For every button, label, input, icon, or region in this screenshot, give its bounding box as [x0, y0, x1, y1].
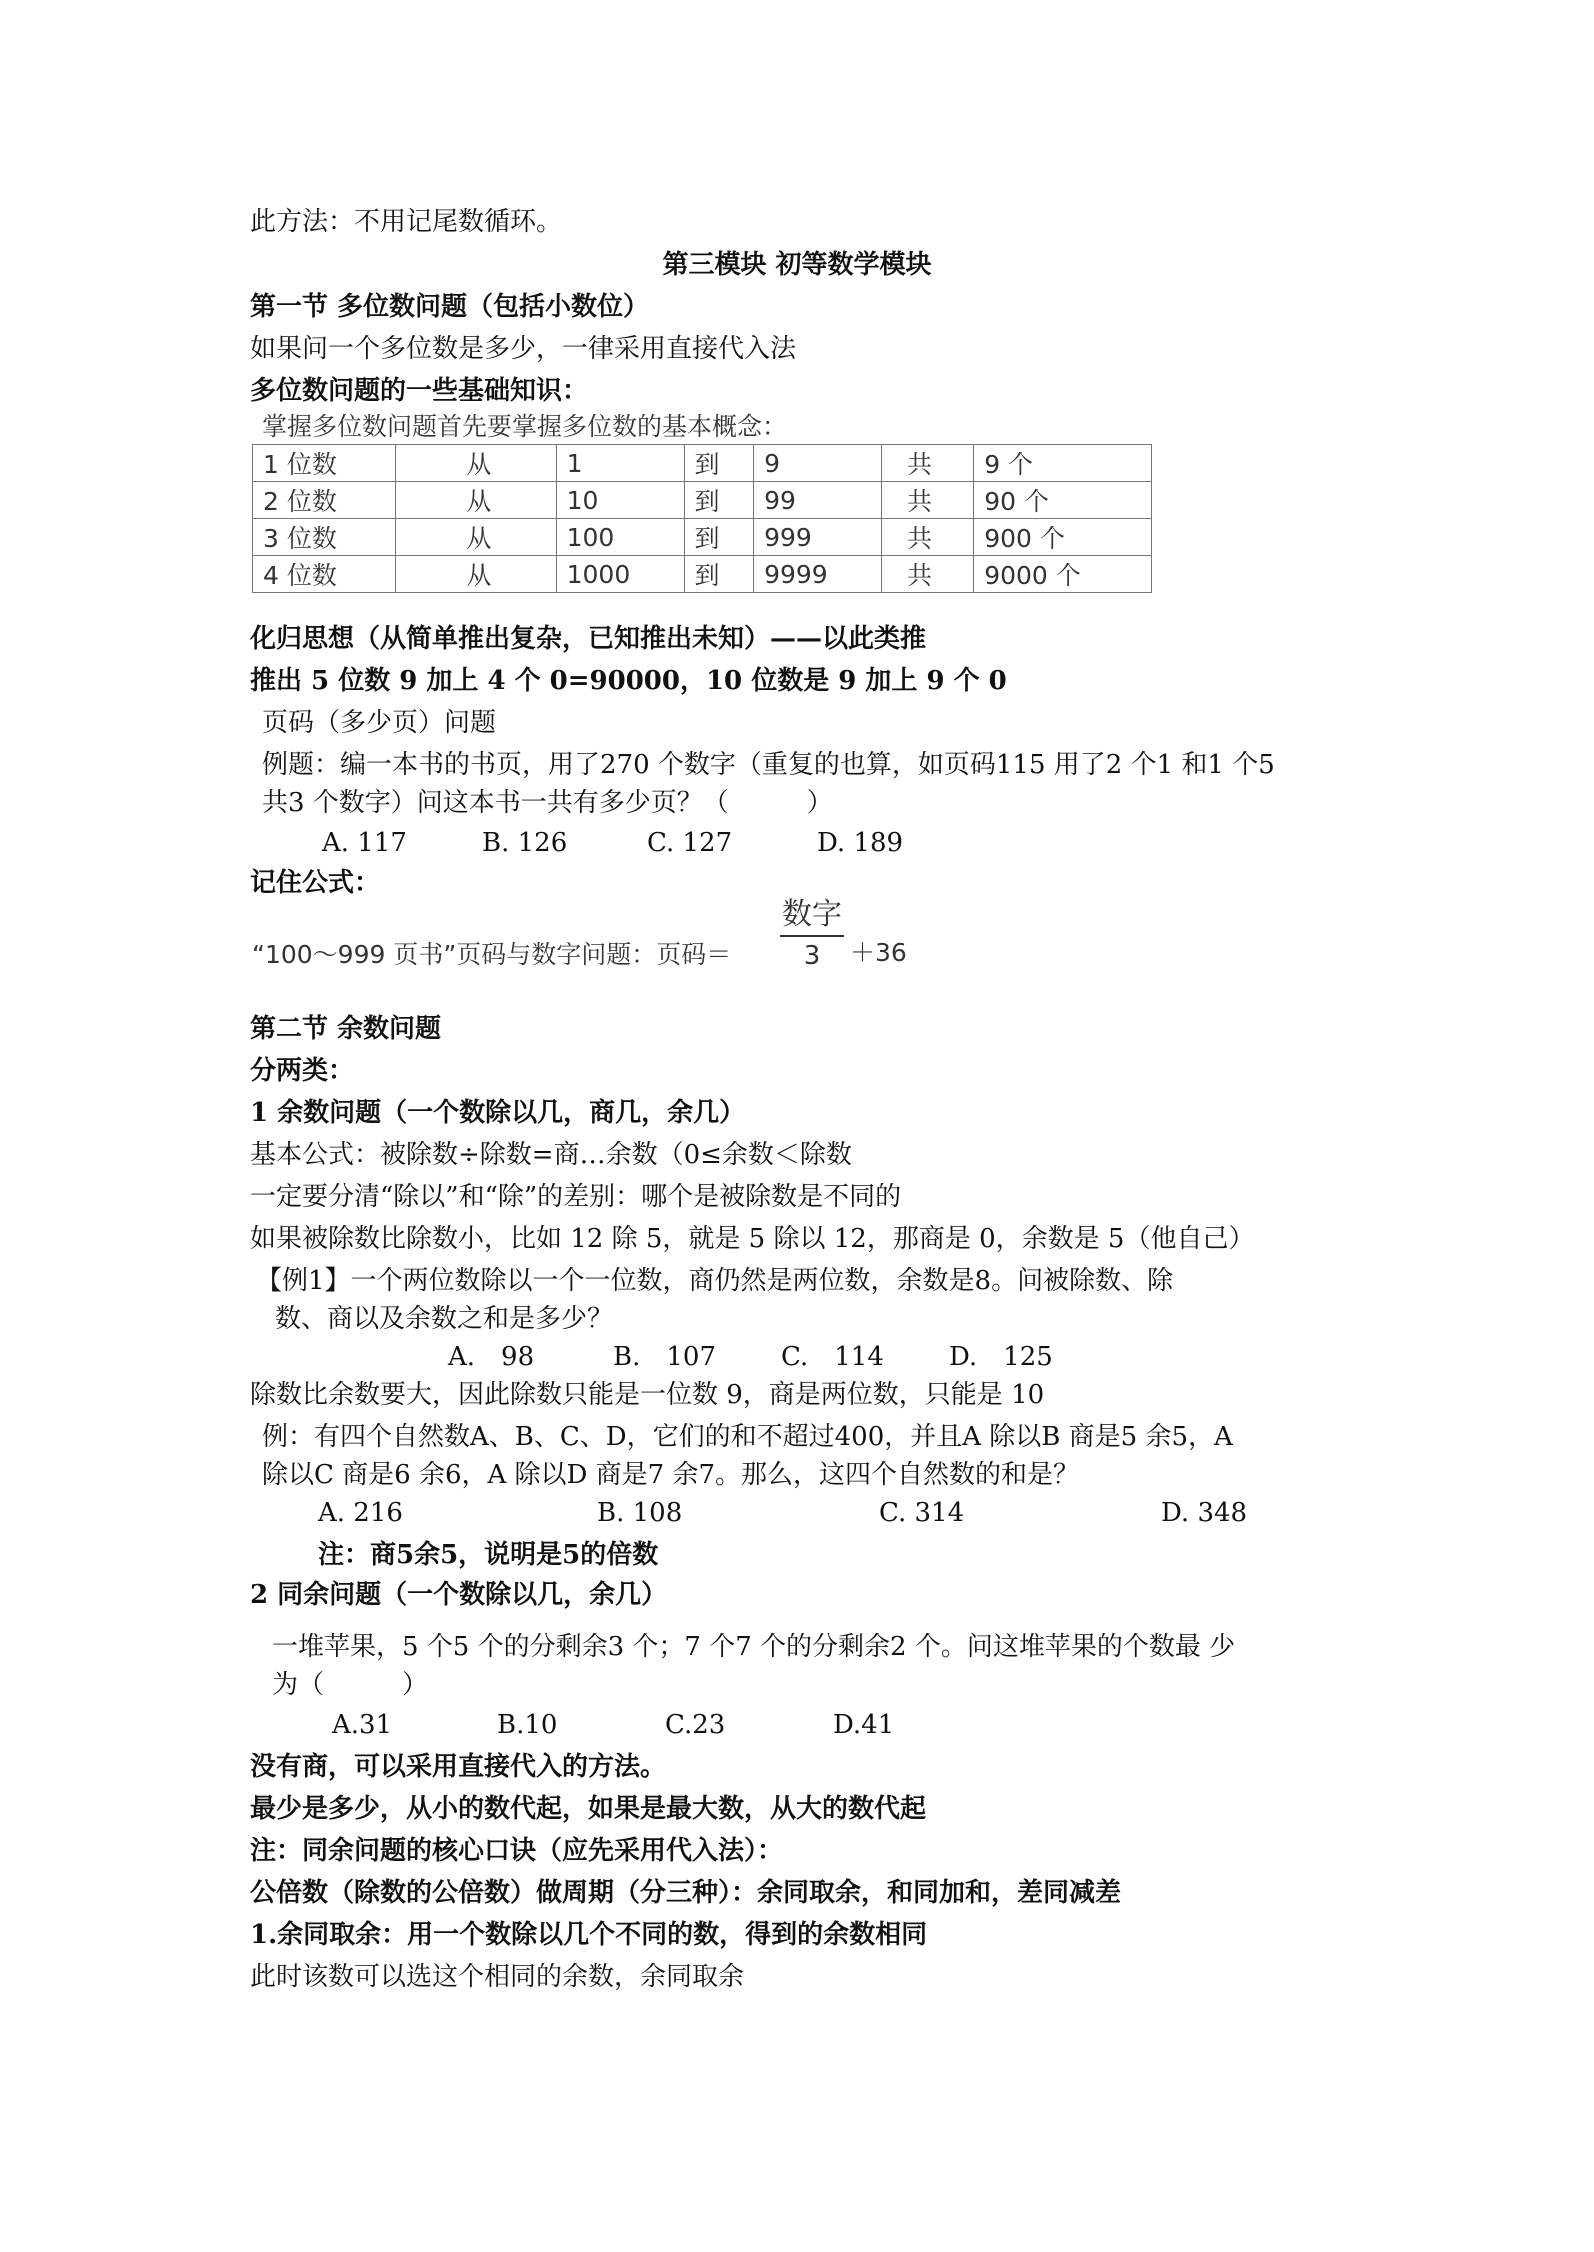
formula-numerator: 数字: [780, 895, 844, 937]
option-c: C. 114: [781, 1342, 884, 1372]
formula-left: “100～999 页书”页码与数字问题：页码＝: [252, 940, 732, 969]
table-cell: 到: [684, 445, 754, 482]
table-row: [253, 482, 1152, 519]
table-cell: 999: [754, 519, 882, 556]
text-line-smaller-dividend: 如果被除数比除数小，比如 12 除 5，就是 5 除以 12，那商是 0，余数是 5（他自己）: [250, 1224, 1255, 1254]
text-line-distinguish: 一定要分清“除以”和“除”的差别：哪个是被除数是不同的: [250, 1182, 902, 1212]
text-line-common-multiple: 公倍数（除数的公倍数）做周期（分三种）：余同取余，和同加和，差同减差: [250, 1878, 1122, 1908]
text-line-basic-formula: 基本公式：被除数÷除数=商…余数（0≤余数＜除数: [250, 1140, 852, 1170]
option-b: B. 126: [482, 828, 568, 858]
table-cell: 从: [396, 519, 556, 556]
text-line-key-mnemonic: 注：同余问题的核心口诀（应先采用代入法）：: [250, 1836, 784, 1866]
table-cell: 共: [881, 556, 973, 593]
example-1-line-2: 数、商以及余数之和是多少？: [275, 1304, 614, 1334]
text-line-direct-substitution: 如果问一个多位数是多少，一律采用直接代入法: [250, 334, 797, 364]
example-3-line-2: 为（ ）: [272, 1670, 429, 1700]
table-cell: 到: [684, 519, 754, 556]
table-cell: 到: [684, 556, 754, 593]
text-line-basics: 多位数问题的一些基础知识：: [250, 376, 589, 406]
example-1-line-1: 【例1】一个两位数除以一个一位数，商仍然是两位数，余数是8。问被除数、除: [256, 1266, 1174, 1296]
example-2-line-1: 例：有四个自然数A、B、C、D，它们的和不超过400，并且A 除以B 商是5 余5，A: [262, 1422, 1233, 1452]
option-a: A. 117: [322, 828, 407, 858]
text-line-remember-formula: 记住公式：: [250, 868, 381, 898]
digits-table: [252, 444, 1152, 593]
option-b: B. 108: [597, 1498, 683, 1528]
option-b: B. 107: [613, 1342, 716, 1372]
text-line-method: 此方法：不用记尾数循环。: [250, 207, 563, 237]
digits-table-figure: [252, 410, 1160, 593]
text-line-min-max: 最少是多少，从小的数代起，如果是最大数，从大的数代起: [250, 1794, 927, 1824]
subheading-remainder: 1 余数问题（一个数除以几，商几，余几）: [250, 1098, 746, 1128]
table-row: [253, 519, 1152, 556]
table-cell: 10: [556, 482, 684, 519]
table-cell: 从: [396, 482, 556, 519]
table-cell: 共: [881, 519, 973, 556]
table-cell: 9: [754, 445, 882, 482]
text-line-no-quotient: 没有商，可以采用直接代入的方法。: [250, 1752, 667, 1782]
note-multiple-of-5: 注：商5余5，说明是5的倍数: [318, 1540, 659, 1570]
option-c: C. 127: [647, 828, 733, 858]
options-q2: [448, 1340, 1053, 1374]
option-a: A. 216: [318, 1498, 403, 1528]
table-row: [253, 445, 1152, 482]
table-cell: 共: [881, 482, 973, 519]
table-cell: 1000: [556, 556, 684, 593]
option-a: A. 98: [448, 1342, 535, 1372]
example-page-line-2: 共3 个数字）问这本书一共有多少页？（ ）: [262, 788, 833, 818]
option-a: A.31: [332, 1710, 393, 1740]
options-q1: [322, 826, 903, 860]
table-cell: 9000 个: [974, 556, 1152, 593]
example-2-line-2: 除以C 商是6 余6，A 除以D 商是7 余7。那么，这四个自然数的和是？: [262, 1460, 1080, 1490]
example-page-line-1: 例题：编一本书的书页，用了270 个数字（重复的也算，如页码115 用了2 个1 和1 个5: [262, 750, 1275, 780]
digits-table-caption: 掌握多位数问题首先要掌握多位数的基本概念：: [262, 412, 788, 441]
option-c: C. 314: [879, 1498, 965, 1528]
options-q4: [332, 1708, 894, 1742]
text-line-two-types: 分两类：: [250, 1056, 355, 1086]
table-cell: 共: [881, 445, 973, 482]
table-row: [253, 556, 1152, 593]
option-d: D.41: [833, 1710, 895, 1740]
table-cell: 90 个: [974, 482, 1152, 519]
option-d: D. 348: [1161, 1498, 1248, 1528]
table-cell: 1: [556, 445, 684, 482]
example-3-line-1: 一堆苹果，5 个5 个的分剩余3 个；7 个7 个的分剩余2 个。问这堆苹果的个数最 少: [272, 1632, 1236, 1662]
subheading-page-number: 页码（多少页）问题: [262, 708, 497, 738]
table-cell: 9 个: [974, 445, 1152, 482]
table-cell: 2 位数: [253, 482, 396, 519]
formula-denominator: 3: [803, 941, 821, 971]
formula-plus-term: ＋36: [850, 938, 907, 967]
table-cell: 99: [754, 482, 882, 519]
option-d: D. 189: [817, 828, 904, 858]
text-line-choose-remainder: 此时该数可以选这个相同的余数，余同取余: [250, 1962, 745, 1992]
same-remainder-rule: 1.余同取余：用一个数除以几个不同的数，得到的余数相同: [250, 1920, 928, 1950]
text-line-induction: 化归思想（从简单推出复杂，已知推出未知）——以此类推: [250, 624, 927, 654]
table-cell: 4 位数: [253, 556, 396, 593]
option-d: D. 125: [949, 1342, 1053, 1372]
table-cell: 从: [396, 445, 556, 482]
option-b: B.10: [497, 1710, 558, 1740]
text-line-same-remainder: [250, 1918, 927, 1952]
module-title: 第三模块 初等数学模块: [662, 250, 932, 280]
table-cell: 3 位数: [253, 519, 396, 556]
text-line-deduction: 推出 5 位数 9 加上 4 个 0=90000，10 位数是 9 加上 9 个 0: [250, 666, 1007, 696]
section-heading-1: 第一节 多位数问题（包括小数位）: [250, 292, 650, 322]
options-q3: [318, 1496, 1247, 1530]
table-cell: 1 位数: [253, 445, 396, 482]
option-c: C.23: [665, 1710, 726, 1740]
table-cell: 到: [684, 482, 754, 519]
table-cell: 900 个: [974, 519, 1152, 556]
section-heading-2: 第二节 余数问题: [250, 1014, 442, 1044]
formula-fraction: [780, 895, 844, 975]
subheading-congruence: 2 同余问题（一个数除以几，余几）: [250, 1580, 668, 1610]
table-cell: 9999: [754, 556, 882, 593]
table-cell: 从: [396, 556, 556, 593]
table-cell: 100: [556, 519, 684, 556]
text-line-divisor-larger: 除数比余数要大，因此除数只能是一位数 9，商是两位数，只能是 10: [250, 1380, 1045, 1410]
